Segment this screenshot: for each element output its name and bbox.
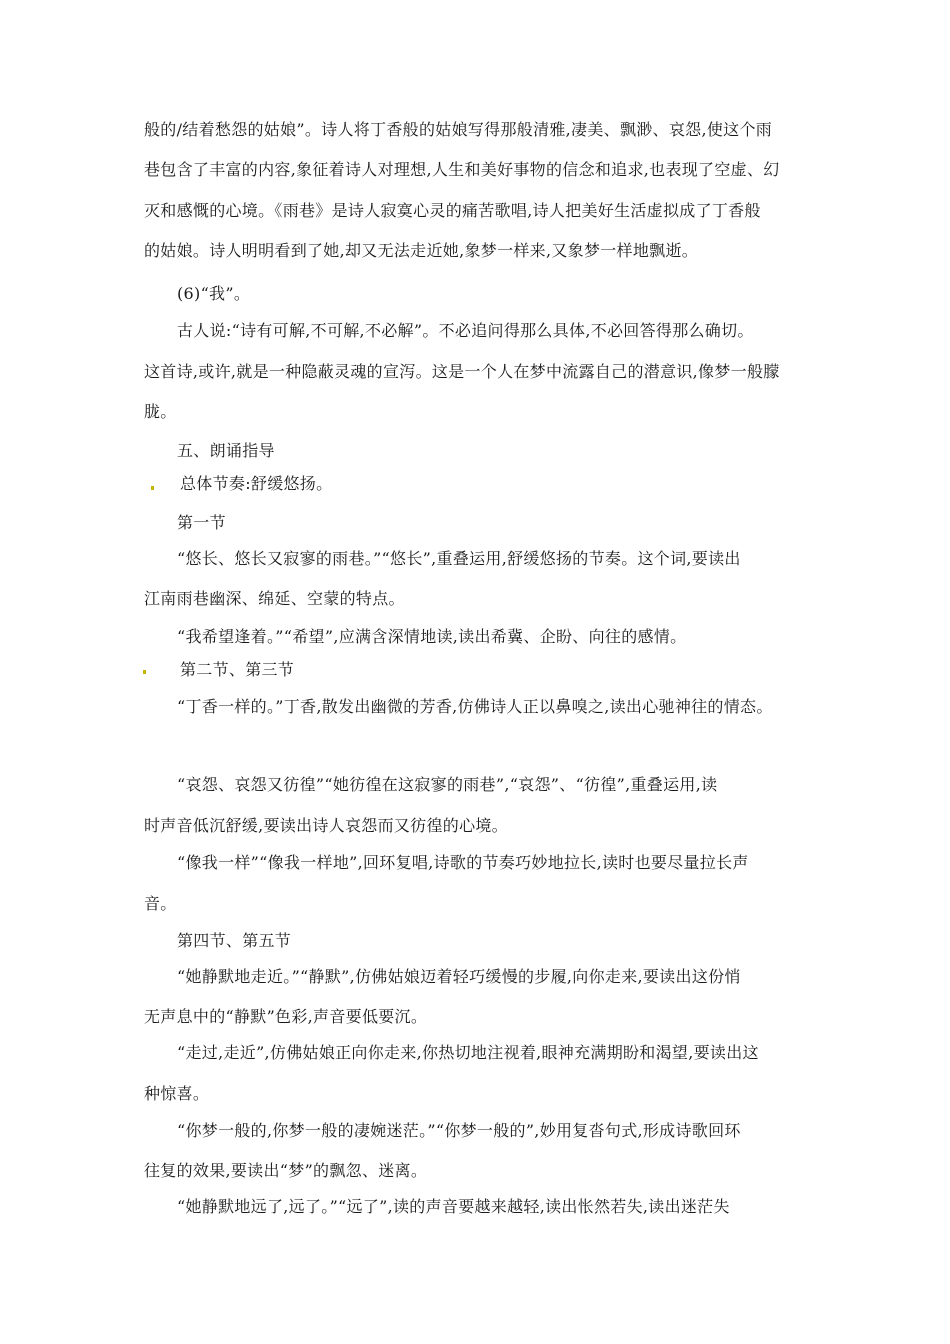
body-line: “我希望逢着。”“希望”,应满含深情地读,读出希冀、企盼、向往的感情。: [177, 627, 687, 646]
body-line: 音。: [144, 894, 177, 913]
body-line: “哀怨、哀怨又彷徨”“她彷徨在这寂寥的雨巷”,“哀怨”、“彷徨”,重叠运用,读: [177, 775, 718, 794]
body-line: 总体节奏:舒缓悠扬。: [180, 474, 333, 493]
body-line: 般的/结着愁怨的姑娘”。诗人将丁香般的姑娘写得那般清雅,凄美、飘渺、哀怨,使这个雨: [144, 120, 773, 139]
body-line: 无声息中的“静默”色彩,声音要低要沉。: [144, 1007, 428, 1026]
subsection-heading: 第二节、第三节: [180, 660, 295, 679]
subsection-heading: 第一节: [177, 513, 226, 532]
body-line: 种惊喜。: [144, 1084, 210, 1103]
body-line: “她静默地走近。”“静默”,仿佛姑娘迈着轻巧缓慢的步履,向你走来,要读出这份悄: [177, 967, 741, 986]
body-line: 胧。: [144, 402, 177, 421]
margin-mark: [143, 670, 146, 674]
body-line: 巷包含了丰富的内容,象征着诗人对理想,人生和美好事物的信念和追求,也表现了空虚、幻: [144, 160, 780, 179]
body-line: 江南雨巷幽深、绵延、空蒙的特点。: [144, 589, 405, 608]
body-line: 古人说:“诗有可解,不可解,不必解”。不必追问得那么具体,不必回答得那么确切。: [177, 321, 754, 340]
body-line: “像我一样”“像我一样地”,回环复唱,诗歌的节奏巧妙地拉长,读时也要尽量拉长声: [177, 853, 749, 872]
subsection-heading: (6)“我”。: [177, 284, 251, 303]
body-line: “悠长、悠长又寂寥的雨巷。”“悠长”,重叠运用,舒缓悠扬的节奏。这个词,要读出: [177, 549, 741, 568]
subsection-heading: 第四节、第五节: [177, 931, 292, 950]
body-line: 往复的效果,要读出“梦”的飘忽、迷离。: [144, 1161, 428, 1180]
body-line: “走过,走近”,仿佛姑娘正向你走来,你热切地注视着,眼神充满期盼和渴望,要读出这: [177, 1043, 759, 1062]
body-line: 的姑娘。诗人明明看到了她,却又无法走近她,象梦一样来,又象梦一样地飘逝。: [144, 241, 699, 260]
body-line: 灭和感慨的心境。《雨巷》是诗人寂寞心灵的痛苦歌唱,诗人把美好生活虚拟成了丁香般: [144, 201, 761, 220]
body-line: “丁香一样的。”丁香,散发出幽微的芳香,仿佛诗人正以鼻嗅之,读出心驰神往的情态。: [177, 697, 773, 716]
section-heading: 五、朗诵指导: [177, 441, 275, 460]
body-line: “她静默地远了,远了。”“远了”,读的声音要越来越轻,读出怅然若失,读出迷茫失: [177, 1197, 730, 1216]
body-line: 时声音低沉舒缓,要读出诗人哀怨而又彷徨的心境。: [144, 816, 508, 835]
body-line: 这首诗,或许,就是一种隐蔽灵魂的宣泻。这是一个人在梦中流露自己的潜意识,像梦一般朦: [144, 362, 780, 381]
body-line: “你梦一般的,你梦一般的凄婉迷茫。”“你梦一般的”,妙用复沓句式,形成诗歌回环: [177, 1121, 741, 1140]
margin-mark: [151, 486, 154, 490]
